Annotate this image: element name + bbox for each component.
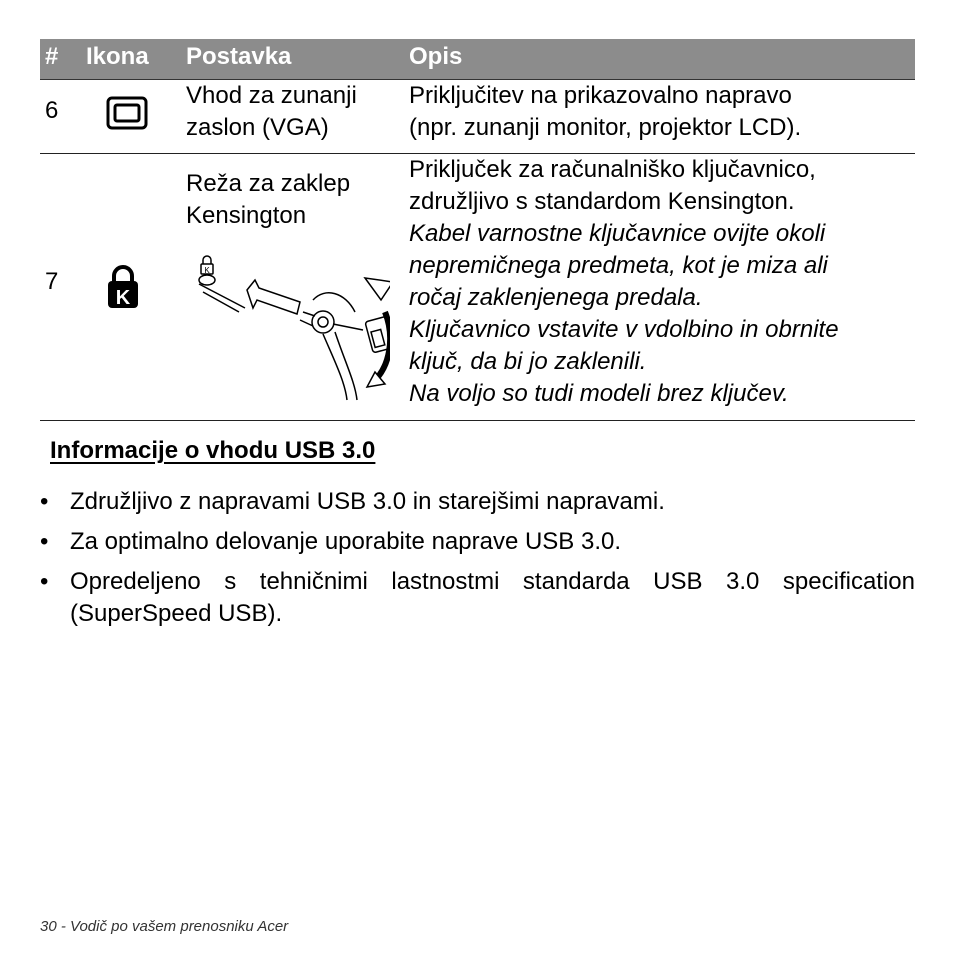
bullet-icon: •: [40, 488, 49, 515]
list-item: • Opredeljeno s tehničnimi lastnostmi standarda USB 3.0 specification (SuperSpeed USB).: [40, 568, 915, 627]
row-description: Priključitev na prikazovalno napravo (npr. zunanji monitor, projektor LCD).: [409, 82, 802, 141]
page-footer: [40, 918, 288, 935]
list-item: • Združljivo z napravami USB 3.0 in starejšimi napravami.: [40, 486, 915, 518]
section-heading: Informacije o vhodu USB 3.0: [50, 437, 376, 464]
row-number: 6: [45, 97, 59, 124]
header-setting: Postavka: [186, 43, 292, 70]
table-header: [40, 39, 915, 80]
kensington-lock-illustration: [195, 252, 390, 411]
page-number: 30 -: [40, 918, 71, 935]
header-icon: Ikona: [86, 43, 149, 70]
row-setting: Reža za zaklep Kensington: [186, 170, 351, 229]
table-row: [40, 154, 915, 421]
row-description: Priključek za računalniško ključavnico, združljivo s standardom Kensington. Kabel varnostne ključavnice ovijte okoli nepremičnega predmeta, kot je miza ali ročaj zaklenjenega predala. Ključavnico vstavite v vdolbino in obrnite ključ, da bi jo zaklenili. Na voljo so tudi modeli brez ključev.: [409, 156, 839, 407]
table-row: [40, 80, 915, 154]
header-description: Opis: [409, 43, 463, 70]
ports-table: [40, 39, 915, 421]
bullet-icon: •: [40, 568, 49, 595]
list-item: • Za optimalno delovanje uporabite naprave USB 3.0.: [40, 526, 915, 558]
bullet-list: [40, 486, 915, 638]
header-num: #: [45, 43, 59, 70]
kensington-lock-icon: [106, 264, 140, 319]
row-setting: Vhod za zunanji zaslon (VGA): [186, 82, 357, 141]
vga-port-icon: [106, 96, 150, 141]
svg-text:K: K: [204, 266, 210, 275]
row-number: 7: [45, 268, 59, 295]
svg-text:K: K: [115, 287, 131, 309]
footer-title: Vodič po vašem prenosniku Acer: [70, 918, 289, 935]
bullet-icon: •: [40, 528, 49, 555]
